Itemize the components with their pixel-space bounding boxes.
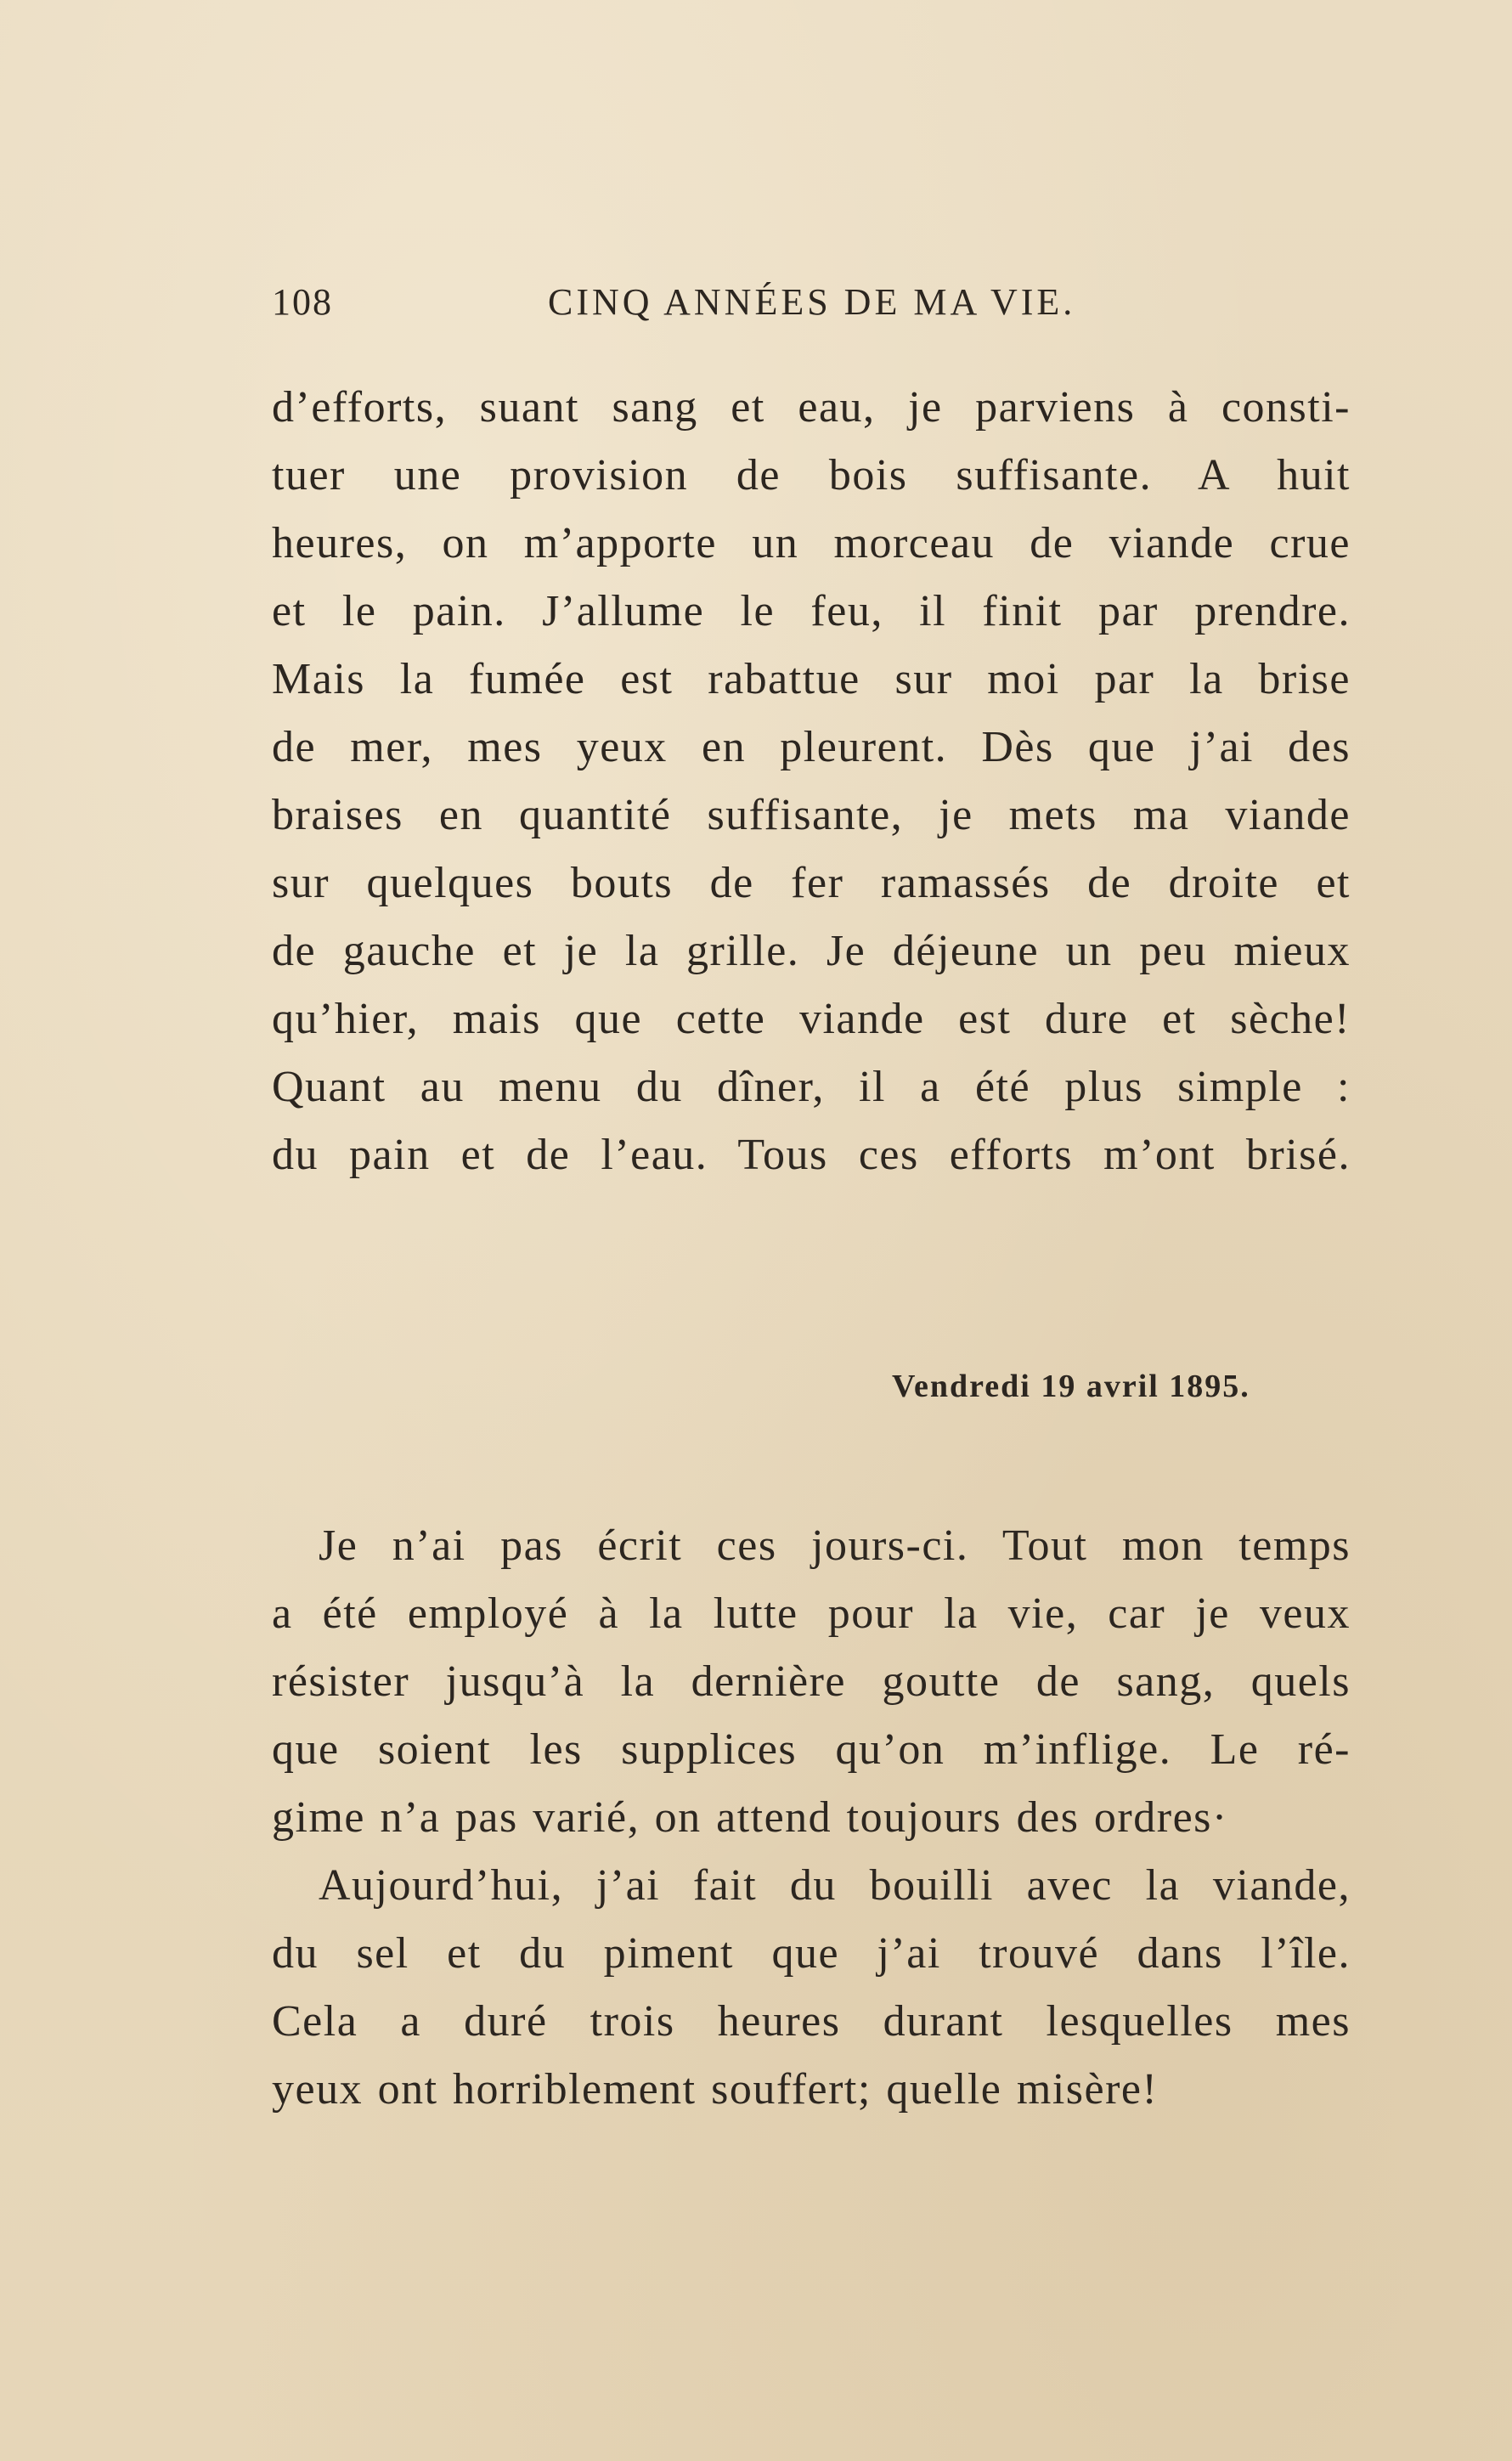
running-title: CINQ ANNÉES DE MA VIE. <box>548 281 1076 323</box>
page-number: 108 <box>272 281 333 323</box>
page-header <box>272 280 1351 331</box>
diary-dateline: Vendredi 19 avril 1895. <box>892 1369 1250 1404</box>
text-line: heures, on m’apporte un morceau de viande crue <box>272 519 1351 567</box>
text-line: que soient les supplices qu’on m’inflige. Le ré- <box>272 1725 1351 1774</box>
text-line: du sel et du piment que j’ai trouvé dans l’île. <box>272 1929 1351 1978</box>
text-line: braises en quantité suffisante, je mets ma viande <box>272 791 1351 839</box>
text-line: de mer, mes yeux en pleurent. Dès que j’ai des <box>272 723 1351 771</box>
text-line: yeux ont horriblement souffert; quelle misère! <box>272 2065 1159 2114</box>
paragraph-1 <box>272 374 1351 1189</box>
text-line: Je n’ai pas écrit ces jours-ci. Tout mon temps <box>319 1521 1351 1570</box>
text-line: du pain et de l’eau. Tous ces efforts m’ont brisé. <box>272 1131 1351 1179</box>
text-line: sur quelques bouts de fer ramassés de droite et <box>272 859 1351 907</box>
text-line: Cela a duré trois heures durant lesquelles mes <box>272 1997 1351 2046</box>
text-line: a été employé à la lutte pour la vie, car je veux <box>272 1589 1351 1638</box>
text-line: et le pain. J’allume le feu, il finit par prendre. <box>272 587 1351 635</box>
text-line: tuer une provision de bois suffisante. A huit <box>272 451 1351 500</box>
text-line: gime n’a pas varié, on attend toujours des ordres· <box>272 1793 1228 1842</box>
text-line: résister jusqu’à la dernière goutte de sang, quels <box>272 1657 1351 1706</box>
paragraph-2 <box>272 1512 1351 2124</box>
text-line: qu’hier, mais que cette viande est dure et sèche! <box>272 995 1351 1043</box>
text-line: Aujourd’hui, j’ai fait du bouilli avec la viande, <box>319 1861 1351 1910</box>
text-line: Quant au menu du dîner, il a été plus simple : <box>272 1063 1351 1111</box>
text-line: d’efforts, suant sang et eau, je parviens à consti- <box>272 383 1351 432</box>
text-line: Mais la fumée est rabattue sur moi par la brise <box>272 655 1351 703</box>
text-line: de gauche et je la grille. Je déjeune un peu mieux <box>272 927 1351 975</box>
